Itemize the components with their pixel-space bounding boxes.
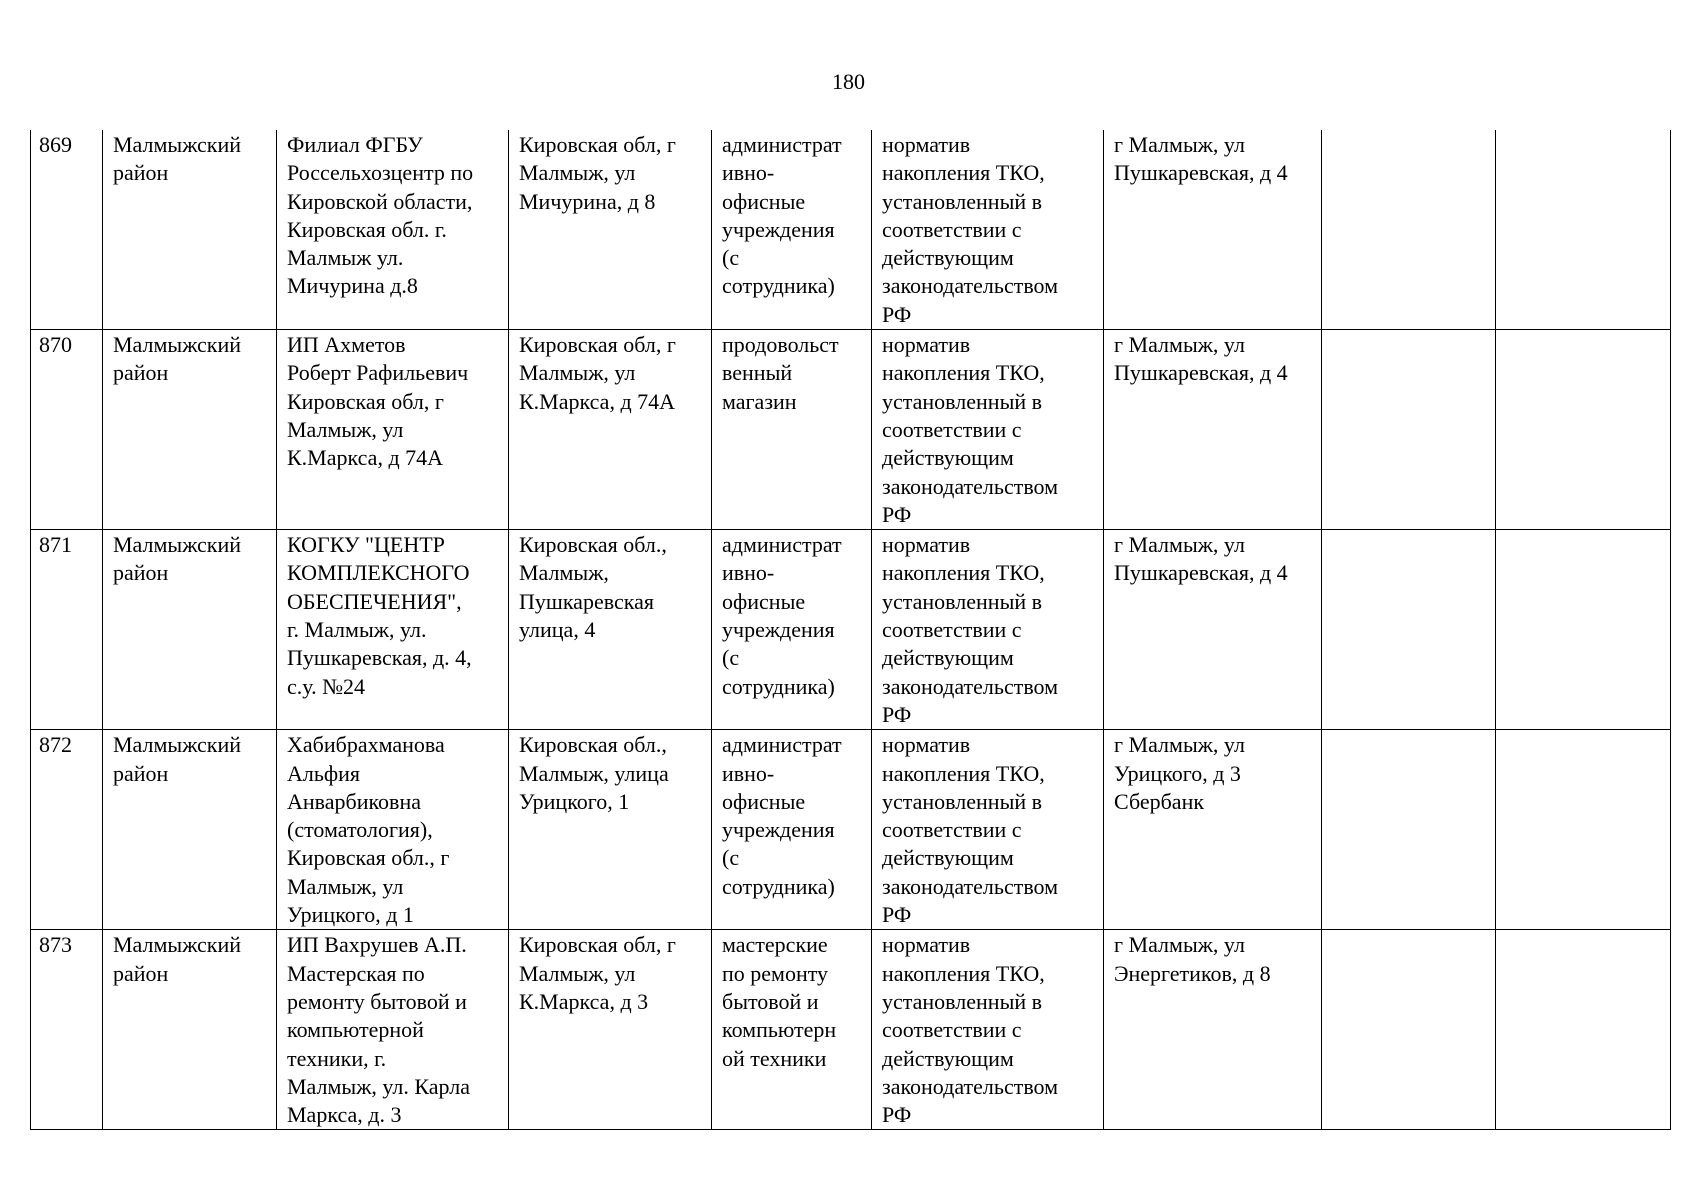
norm-cell: норматив накопления ТКО, установленный в соответствии с действующим законодательством РФ — [872, 730, 1104, 930]
organization-cell: Филиал ФГБУ Россельхозцентр по Кировской области, Кировская обл. г. Малмыж ул. Мичурина д.8 — [277, 130, 509, 330]
empty-cell — [1496, 130, 1671, 330]
row-number-cell: 871 — [31, 530, 103, 730]
empty-cell — [1322, 330, 1496, 530]
object-type-cell: администрат ивно- офисные учреждения (с сотрудника) — [712, 730, 872, 930]
object-type-cell: мастерские по ремонту бытовой и компьютерн ой техники — [712, 930, 872, 1130]
organization-cell: ИП Ахметов Роберт Рафильевич Кировская обл, г Малмыж, ул К.Маркса, д 74А — [277, 330, 509, 530]
district-cell: Малмыжский район — [103, 530, 277, 730]
container-site-cell: г Малмыж, ул Пушкаревская, д 4 — [1104, 130, 1322, 330]
container-site-cell: г Малмыж, ул Пушкаревская, д 4 — [1104, 330, 1322, 530]
empty-cell — [1322, 930, 1496, 1130]
table-row — [31, 530, 1671, 730]
object-type-cell: администрат ивно- офисные учреждения (с сотрудника) — [712, 130, 872, 330]
address-cell: Кировская обл., Малмыж, улица Урицкого, 1 — [509, 730, 712, 930]
table-row — [31, 330, 1671, 530]
empty-cell — [1322, 530, 1496, 730]
container-site-cell: г Малмыж, ул Энергетиков, д 8 — [1104, 930, 1322, 1130]
district-cell: Малмыжский район — [103, 130, 277, 330]
empty-cell — [1496, 530, 1671, 730]
norm-cell: норматив накопления ТКО, установленный в соответствии с действующим законодательством РФ — [872, 530, 1104, 730]
table-row — [31, 730, 1671, 930]
row-number-cell: 873 — [31, 930, 103, 1130]
organization-cell: Хабибрахманова Альфия Анварбиковна (стоматология), Кировская обл., г Малмыж, ул Урицкого, д 1 — [277, 730, 509, 930]
row-number-cell: 869 — [31, 130, 103, 330]
object-type-cell: администрат ивно- офисные учреждения (с сотрудника) — [712, 530, 872, 730]
empty-cell — [1322, 130, 1496, 330]
container-site-cell: г Малмыж, ул Урицкого, д 3 Сбербанк — [1104, 730, 1322, 930]
address-cell: Кировская обл, г Малмыж, ул Мичурина, д 8 — [509, 130, 712, 330]
object-type-cell: продовольст венный магазин — [712, 330, 872, 530]
district-cell: Малмыжский район — [103, 730, 277, 930]
table-row — [31, 930, 1671, 1130]
container-site-cell: г Малмыж, ул Пушкаревская, д 4 — [1104, 530, 1322, 730]
norm-cell: норматив накопления ТКО, установленный в соответствии с действующим законодательством РФ — [872, 930, 1104, 1130]
norm-cell: норматив накопления ТКО, установленный в соответствии с действующим законодательством РФ — [872, 330, 1104, 530]
row-number-cell: 872 — [31, 730, 103, 930]
empty-cell — [1496, 930, 1671, 1130]
address-cell: Кировская обл, г Малмыж, ул К.Маркса, д 3 — [509, 930, 712, 1130]
address-cell: Кировская обл, г Малмыж, ул К.Маркса, д 74А — [509, 330, 712, 530]
organization-cell: ИП Вахрушев А.П. Мастерская по ремонту бытовой и компьютерной техники, г. Малмыж, ул. Карла Маркса, д. 3 — [277, 930, 509, 1130]
table-row — [31, 130, 1671, 330]
district-cell: Малмыжский район — [103, 930, 277, 1130]
norm-cell: норматив накопления ТКО, установленный в соответствии с действующим законодательством РФ — [872, 130, 1104, 330]
address-cell: Кировская обл., Малмыж, Пушкаревская улица, 4 — [509, 530, 712, 730]
empty-cell — [1496, 330, 1671, 530]
empty-cell — [1322, 730, 1496, 930]
page-number: 180 — [832, 69, 865, 94]
register-table — [30, 130, 1671, 1130]
row-number-cell: 870 — [31, 330, 103, 530]
organization-cell: КОГКУ "ЦЕНТР КОМПЛЕКСНОГО ОБЕСПЕЧЕНИЯ", г. Малмыж, ул. Пушкаревская, д. 4, с.у. №24 — [277, 530, 509, 730]
empty-cell — [1496, 730, 1671, 930]
district-cell: Малмыжский район — [103, 330, 277, 530]
